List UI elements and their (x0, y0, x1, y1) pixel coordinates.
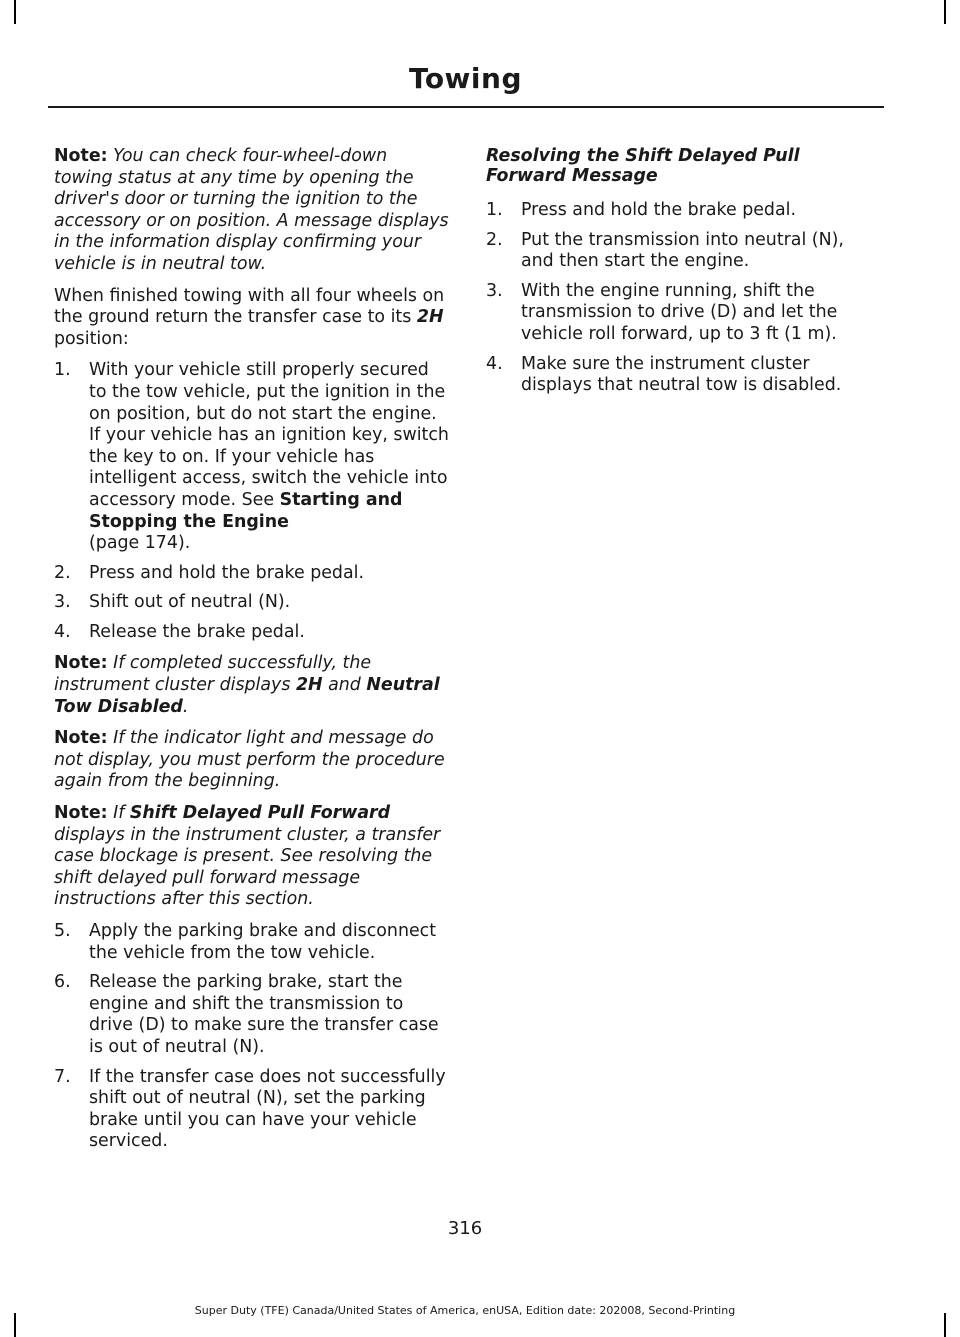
note-text-end: . (182, 696, 189, 717)
note-text-end: displays in the instrument cluster, a transfer case blockage is present. See resolving the shift delayed pull forward message instructions after this section. (54, 824, 441, 910)
step-text: Put the transmission into neutral (N), and then start the engine. (521, 229, 844, 272)
note-label: Note: (54, 803, 108, 824)
note-text-mid: and (322, 675, 367, 696)
note-text: If completed successfully, the instrument cluster displays (54, 653, 372, 696)
step-number: 4. (54, 621, 71, 642)
step-number: 5. (54, 921, 71, 941)
step-number: 6. (54, 972, 71, 993)
note-text: If the indicator light and message do not display, you must perform the procedure again from the beginning. (54, 728, 445, 792)
step-text: With the engine running, shift the transmission to drive (D) and let the vehicle roll forward, up to 3 ft (1 m). (521, 280, 838, 344)
list-item (54, 592, 450, 614)
step-number: 3. (54, 592, 71, 613)
steps-list-b (54, 921, 450, 1153)
list-item (54, 563, 450, 585)
step-number: 2. (54, 562, 71, 583)
header-rule (48, 106, 884, 108)
note-text: You can check four-wheel-down towing status at any time by opening the driver's door or turning the ignition to the accessory or on position. A message displays in the information display confirming your vehicle is in neutral tow. (54, 146, 449, 274)
step-text: Press and hold the brake pedal. (521, 200, 796, 220)
right-column (486, 146, 882, 407)
note-indicator (54, 728, 450, 793)
footer-edition-info: Super Duty (TFE) Canada/United States of America, enUSA, Edition date: 202008, Second-Printing (194, 1304, 736, 1317)
list-item (486, 281, 882, 346)
note-completed (54, 653, 450, 718)
crop-mark-bottom-right (944, 1313, 946, 1337)
cross-reference-link[interactable]: Starting and Stopping the Engine (89, 489, 403, 532)
note-shift-delayed (54, 803, 450, 911)
page-number: 316 (447, 1218, 483, 1239)
steps-list-a (54, 360, 450, 643)
step-text: Release the parking brake, start the engine and shift the transmission to drive (D) to make sure the transfer case is out of neutral (N). (89, 972, 439, 1057)
list-item (486, 200, 882, 222)
step-number: 3. (486, 280, 503, 301)
display-2h: 2H (295, 675, 323, 696)
note-label: Note: (54, 653, 108, 674)
step-text: Apply the parking brake and disconnect the vehicle from the tow vehicle. (89, 921, 437, 963)
note-label: Note: (54, 146, 108, 166)
list-item (486, 230, 882, 273)
step-text: With your vehicle still properly secured to the tow vehicle, put the ignition in the on position, but do not start the engine. If your vehicle has an ignition key, switch the key to on. If your vehicle has intelligent access, switch the vehicle into accessory mode. See (89, 360, 449, 510)
list-item (54, 622, 450, 644)
display-shift-delayed: Shift Delayed Pull Forward (129, 803, 391, 824)
note-neutral-tow-status (54, 146, 450, 276)
note-text: If (107, 803, 130, 824)
list-item (486, 354, 882, 397)
transfer-case-position: 2H (416, 307, 444, 328)
section-heading: Resolving the Shift Delayed Pull Forward Message (486, 146, 800, 186)
step-number: 1. (54, 360, 71, 381)
step-text: Press and hold the brake pedal. (89, 562, 364, 583)
page-title: Towing (408, 62, 522, 95)
left-column (54, 146, 450, 1163)
page-reference: (page 174). (89, 533, 191, 554)
list-item (54, 360, 450, 554)
resolve-steps-list (486, 200, 882, 397)
step-text: If the transfer case does not successfully shift out of neutral (N), set the parking brake until you can have your vehicle serviced. (89, 1066, 446, 1152)
list-item (54, 921, 450, 964)
list-item (54, 972, 450, 1058)
finish-towing-paragraph (54, 286, 450, 351)
step-number: 4. (486, 353, 503, 374)
note-label: Note: (54, 728, 108, 749)
step-number: 2. (486, 229, 503, 250)
crop-mark-top-left (14, 0, 16, 24)
list-item (54, 1067, 450, 1153)
crop-mark-top-right (944, 0, 946, 24)
paragraph-text-end: position: (54, 328, 129, 349)
step-text: Release the brake pedal. (89, 621, 305, 642)
step-number: 1. (486, 200, 503, 220)
step-text: Make sure the instrument cluster displays that neutral tow is disabled. (521, 353, 842, 396)
step-number: 7. (54, 1066, 71, 1087)
display-neutral-tow-disabled: Neutral Tow Disabled (54, 675, 440, 717)
paragraph-text: When finished towing with all four wheels on the ground return the transfer case to its (54, 285, 445, 328)
step-text: Shift out of neutral (N). (89, 592, 291, 613)
